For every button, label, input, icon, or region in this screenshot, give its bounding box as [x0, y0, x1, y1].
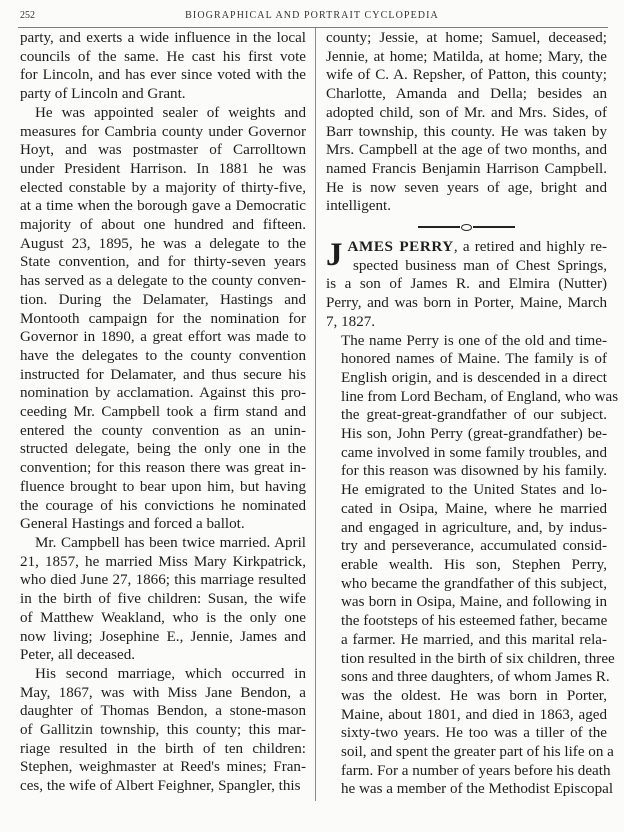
text-line: structed delegate, being the only one in the	[20, 441, 306, 458]
text-line: Maine, about 1801, and died in 1863, aged	[341, 706, 607, 723]
text-line: party of Lincoln and Grant.	[20, 86, 186, 103]
text-line: honored names of Maine. The family is of	[341, 351, 607, 368]
text-line: entered the county convention as an unin-	[20, 422, 306, 439]
text-line: The name Perry is one of the old and time-	[341, 332, 607, 349]
right-column	[326, 29, 619, 799]
text-line: 21, 1857, he married Miss Mary Kirkpatrick,	[20, 553, 306, 570]
text-line: who became the grandfather of this subject,	[341, 575, 607, 592]
text-line: nomination by acclamation. Against this pro-	[20, 385, 306, 402]
text-line: Stephen, weighmaster at Reed's mines; Fran-	[20, 759, 306, 776]
text-line: now living; Josephine E., Jennie, James and	[20, 628, 306, 645]
text-line: Peter, all deceased.	[20, 647, 136, 664]
text-line: Governor in 1890, a great effort was made to	[20, 329, 306, 346]
text-line: was the oldest. He was born in Porter,	[341, 687, 607, 704]
text-line: riage resulted in the birth of ten children:	[20, 740, 306, 757]
section-divider-ornament	[326, 216, 607, 238]
text-line: Barr township, this county. He was taken by	[326, 123, 607, 140]
left-column	[20, 29, 306, 796]
text-line: the great-great-grandfather of our subject.	[341, 407, 607, 424]
text-line: AMES PERRY, a retired and highly re-	[347, 239, 607, 256]
text-line: farm. For a number of years before his death	[341, 762, 611, 779]
text-line: Mr. Campbell has been twice married. April	[35, 534, 306, 551]
text-line: party, and exerts a wide influence in the local	[20, 30, 306, 46]
paragraph	[20, 104, 306, 534]
biography-intro	[326, 275, 607, 331]
text-line: wife of C. A. Repsher, of Patton, this county;	[326, 67, 607, 84]
continuation-paragraph	[326, 29, 607, 216]
text-line: sixty-two years. He too was a tiller of the	[341, 725, 607, 742]
text-line: councils of the same. He cast his first vote	[20, 48, 306, 65]
text-line: and engaged in agriculture, and, by indus-	[341, 519, 607, 536]
text-line: for this reason was disowned by his family.	[341, 463, 607, 480]
text-line: He emigrated to the United States and lo-	[341, 482, 607, 499]
ornament-oval	[461, 224, 472, 231]
text-line: soil, and spent the greater part of his life on a	[341, 744, 614, 761]
text-line: Charlotte, Amanda and Della; besides an	[326, 86, 607, 103]
text-line: erable wealth. His son, Stephen Perry,	[341, 556, 607, 573]
paragraph	[20, 665, 306, 796]
text-line: was born in Osipa, Maine, and following in	[341, 594, 607, 611]
text-line: the courage of his convictions he nominated	[20, 497, 306, 514]
text-line: daughter of Thomas Bendon, a stone-mason	[20, 703, 306, 720]
text-line: of Matthew Weakland, who is the only one	[20, 609, 306, 626]
text-line: the footsteps of his esteemed father, became	[341, 613, 608, 630]
text-line: tion resulted in the birth of six children, three	[341, 650, 615, 667]
text-line: tion. During the Delamater, Hastings and	[20, 291, 306, 308]
text-line: ceeding Mr. Campbell took a firm stand and	[20, 404, 306, 421]
text-line: spected business man of Chest Springs,	[353, 257, 607, 274]
paragraph	[20, 29, 306, 104]
text-line: is a son of James R. and Elmira (Nutter)	[326, 276, 607, 293]
text-line: intelligent.	[326, 198, 391, 215]
text-line: convention; for this reason there was great in-	[20, 460, 306, 477]
text-line: came involved in some family troubles, and	[341, 444, 607, 461]
text-line: at a time when the borough gave a Democratic	[20, 198, 306, 215]
text-line: try and perseverance, accumulated consid-	[341, 538, 607, 555]
text-line: majority of about one hundred and fifteen.	[20, 217, 306, 234]
text-line: Hoyt, and was postmaster of Carrolltown	[20, 142, 306, 159]
text-line: he was a member of the Methodist Episcopal	[341, 781, 614, 798]
text-line: His second marriage, which occurred in	[35, 665, 306, 682]
text-line: have the delegates to the county convention	[20, 347, 306, 364]
text-line: May, 1867, was with Miss Jane Bendon, a	[20, 684, 306, 701]
text-line: has served as a delegate to the county conven-	[20, 273, 306, 290]
text-line: Jennie, at home; Matilda, at home; Mary, the	[326, 48, 607, 65]
ornament-bar-left	[418, 226, 460, 228]
text-line: in the birth of five children: Susan, the wife	[20, 591, 306, 608]
header-rule	[18, 27, 608, 28]
text-line: His son, John Perry (great-grandfather) be-	[341, 426, 607, 443]
text-line: General Hastings and forced a ballot.	[20, 516, 245, 533]
text-line: named Francis Benjamin Harrison Campbell.	[326, 160, 607, 177]
paragraph	[20, 534, 306, 665]
text-line: ces, the wife of Albert Feighner, Spangler, this	[20, 778, 301, 795]
text-line: measures for Cambria county under Governor	[20, 123, 306, 140]
text-line: Montooth campaign for the nomination for	[20, 310, 306, 327]
text-line: August 23, 1895, he was a delegate to the	[20, 235, 306, 252]
subject-name: AMES PERRY	[347, 239, 454, 256]
text-line: under President Harrison. In 1881 he was	[20, 160, 306, 177]
drop-cap: J	[326, 237, 343, 274]
text-line: Mrs. Campbell at the age of two months, and	[326, 142, 607, 159]
text-line: He was appointed sealer of weights and	[35, 104, 306, 121]
column-divider	[315, 28, 316, 801]
text-line: for Lincoln, and has ever since voted with the	[20, 67, 306, 84]
ornament-bar-right	[473, 226, 515, 228]
text-line: adopted child, son of Mr. and Mrs. Sides, of	[326, 104, 607, 121]
page-number: 252	[20, 10, 35, 21]
biography-james-perry	[326, 238, 607, 332]
text-line: line from Lord Becham, of England, who was	[341, 388, 619, 405]
text-line: He is now seven years of age, bright and	[326, 179, 607, 196]
page-header	[0, 0, 624, 26]
text-line: Perry, and was born in Porter, Maine, March	[326, 295, 607, 312]
text-line: English origin, and is descended in a direct	[341, 369, 607, 386]
text-line: 7, 1827.	[326, 313, 376, 330]
text-line: instructed for Delamater, and thus secure his	[20, 366, 306, 383]
text-line: cated in Osipa, Maine, where he married	[341, 500, 607, 517]
running-title: BIOGRAPHICAL AND PORTRAIT CYCLOPEDIA	[185, 10, 439, 21]
text-line: sons and three daughters, of whom James R.	[341, 669, 610, 686]
text-line: county; Jessie, at home; Samuel, deceased;	[326, 30, 607, 46]
text-line: of Gallitzin township, this county; this mar-	[20, 722, 306, 739]
text-line: State convention, and for thirty-seven years	[20, 254, 306, 271]
text-line: a farmer. He married, and this marital rela-	[341, 631, 607, 648]
text-line: fluence brought to bear upon him, but having	[20, 478, 306, 495]
biography-paragraph	[326, 332, 619, 800]
text-line: elected constable by a majority of thirty-five,	[20, 179, 306, 196]
text-line: who died June 27, 1866; this marriage resulted	[20, 572, 306, 589]
